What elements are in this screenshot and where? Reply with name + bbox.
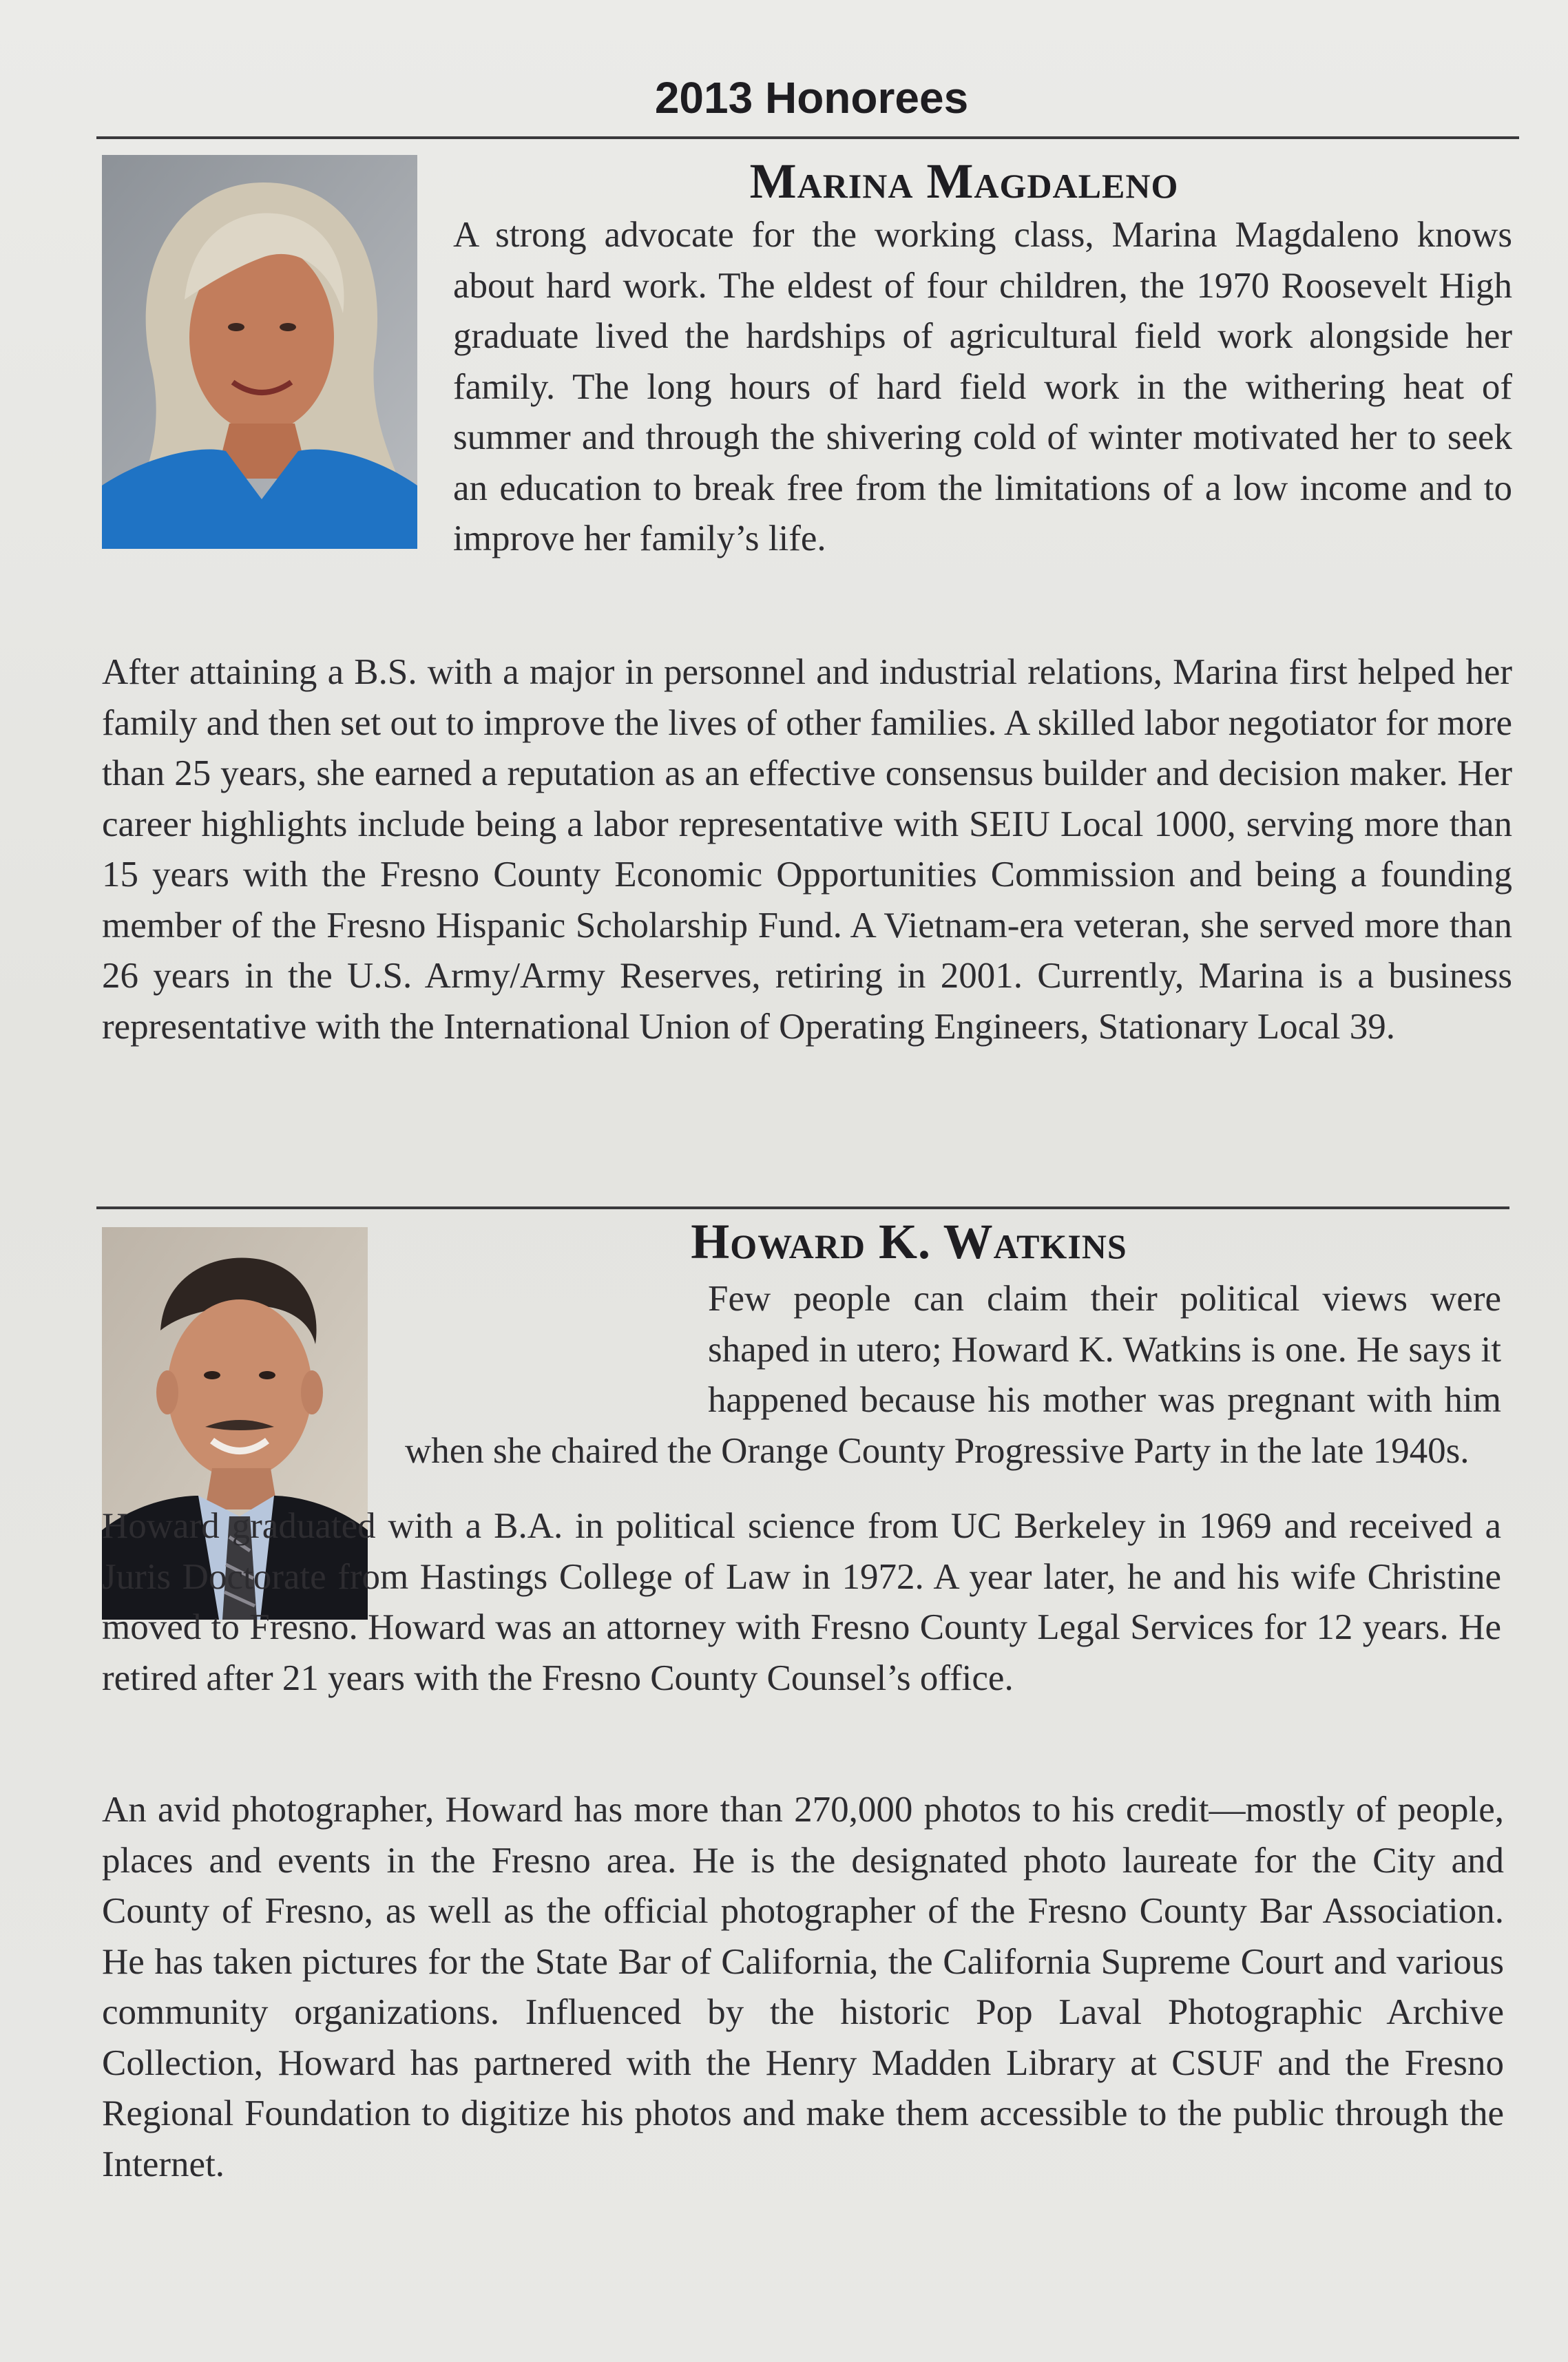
section-divider	[96, 1206, 1509, 1209]
honoree-bio-paragraph: After attaining a B.S. with a major in personnel and industrial relations, Marina first helped her family and then set out to improve the lives of other families. A skilled labor negotiator for more than 25 years, she earned a reputation as an effective consensus builder and decision maker. Her career highlights include being a labor representative with SEIU Local 1000, serving more than 15 years with the Fresno County Economic Opportunities Commission and being a founding member of the Fresno Hispanic Scholarship Fund. A Vietnam-era veteran, she served more than 26 years in the U.S. Army/Army Reserves, retiring in 2001. Currently, Marina is a business representative with the International Union of Operating Engineers, Stationary Local 39.	[102, 652, 1512, 1047]
photo-wrap-spacer	[102, 210, 453, 547]
page-heading: 2013 Honorees	[654, 73, 969, 123]
honoree-bio-paragraph: Few people can claim their political views were shaped in utero; Howard K. Watkins is one. He says it happened because his mother was pregnant with him when she chaired the Orange County Progressive Party in the late 1940s.	[405, 1274, 1501, 1476]
honoree-bio-paragraph: An avid photographer, Howard has more than 270,000 photos to his credit—mostly of people, places and events in the Fresno area. He is the designated photo laureate for the City and County of Fresno, as well as the official photographer of the Fresno County Bar Association. He has taken pictures for the State Bar of California, the California Supreme Court and various community organizations. Influenced by the historic Pop Laval Photographic Archive Collection, Howard has partnered with the Henry Madden Library at CSUF and the Fresno Regional Foundation to digitize his photos and make them accessible to the public through the Internet.	[102, 1790, 1504, 2184]
honoree-bio-paragraph: A strong advocate for the working class, Marina Magdaleno knows about hard work. The eldest of four children, the 1970 Roosevelt High graduate lived the hardships of agricultural field work alongside her family. The long hours of hard field work in the withering heat of summer and through the shivering cold of winter motivated her to seek an education to break free from the limitations of a low income and to improve her family’s life.	[102, 210, 1512, 565]
top-divider	[96, 136, 1519, 139]
honoree-bio-paragraph: Howard graduated with a B.A. in political science from UC Berkeley in 1969 and received a Juris Doctorate from Hastings College of Law in 1972. A year later, he and his wife Christine moved to Fresno. Howard was an attorney with Fresno County Legal Services for 12 years. He retired after 21 years with the Fresno County Counsel’s office.	[102, 1506, 1501, 1698]
photo-wrap-spacer	[405, 1274, 708, 1425]
honoree-name: Howard K. Watkins	[691, 1214, 1127, 1269]
honoree-name: Marina Magdaleno	[749, 154, 1179, 209]
